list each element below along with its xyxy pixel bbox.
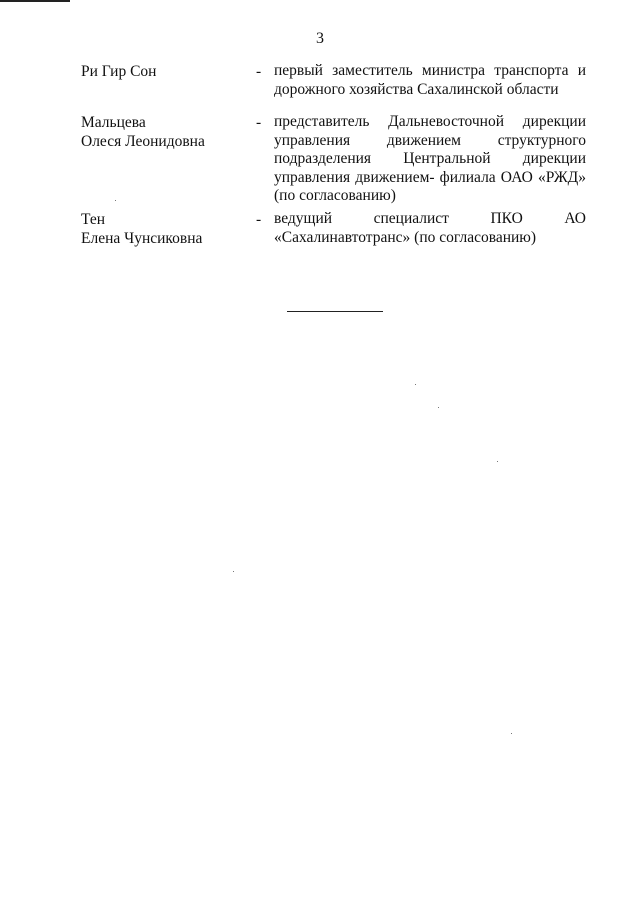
member-dash: -: [256, 211, 262, 228]
scan-speck: [497, 461, 498, 462]
scan-edge-mark: [0, 0, 70, 2]
member-role: ведущий специалист ПКО АО «Сахалинавтотранс» (по согласованию): [274, 210, 586, 246]
member-name-line: Олеся Леонидовна: [81, 133, 205, 150]
member-dash: -: [256, 114, 262, 131]
member-name-line: Мальцева: [81, 114, 146, 131]
scan-speck: [233, 571, 234, 572]
scan-speck: [115, 200, 116, 201]
member-role: первый заместитель министра транспорта и дорожного хозяйства Сахалинской области: [274, 62, 586, 98]
member-dash: -: [256, 63, 262, 80]
member-role: представитель Дальневосточной дирекции управления движением структурного подразделения Центральной дирекции управления движением- филиала ОАО «РЖД» (по согласованию): [274, 113, 586, 204]
page-number: 3: [316, 30, 324, 47]
member-name-line: Тен: [81, 211, 106, 228]
end-divider: [287, 311, 383, 312]
member-name-line: Елена Чунсиковна: [81, 230, 203, 247]
scan-speck: [415, 384, 416, 385]
member-name-line: Ри Гир Сон: [81, 63, 157, 80]
scan-speck: [511, 733, 512, 734]
member-name: [81, 210, 251, 248]
scan-speck: [438, 407, 439, 408]
member-name: [81, 113, 251, 151]
member-name: [81, 62, 251, 81]
